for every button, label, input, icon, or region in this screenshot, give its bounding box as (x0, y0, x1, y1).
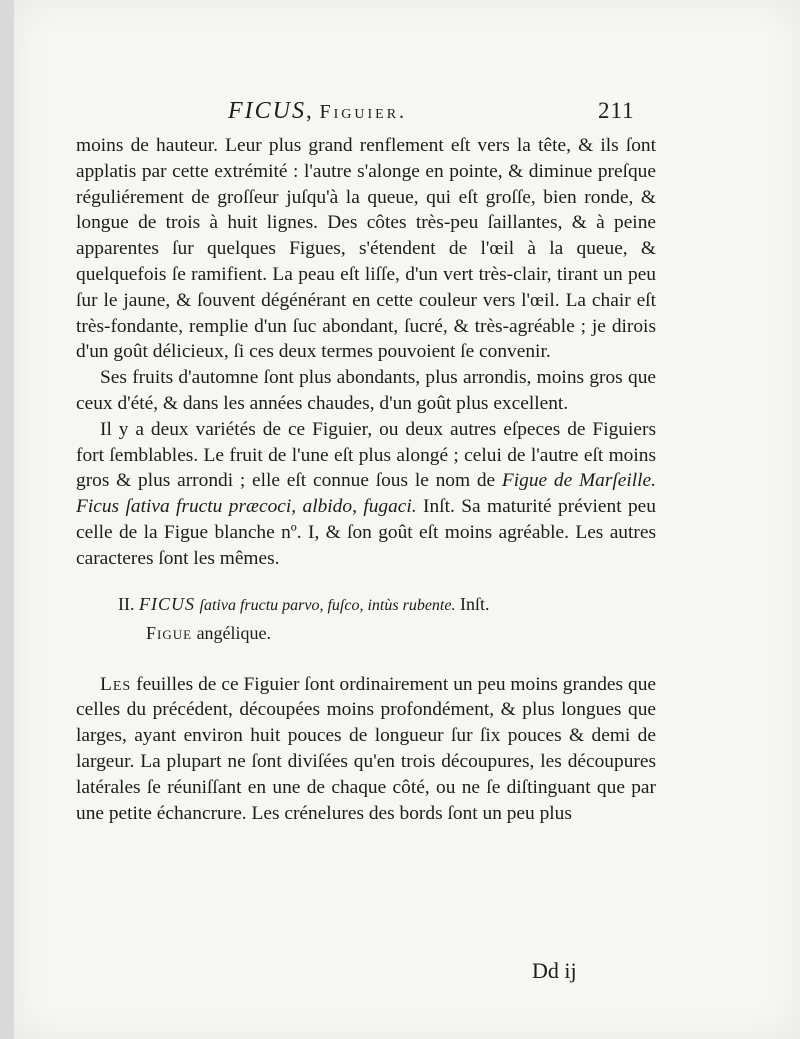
species-common-name (76, 620, 656, 646)
paragraph-3 (76, 417, 656, 572)
species-name: FICUS (139, 593, 195, 614)
species-source: Inſt. (459, 593, 490, 614)
species-number: II. (118, 593, 135, 614)
species-description: ſativa fructu parvo, fuſco, intùs rubente. (199, 596, 456, 614)
species-heading (76, 590, 656, 620)
paragraph-4-text: feuilles de ce Figuier ſont ordinairement un peu moins grandes que celles du précédent, découpées moins profondément, & plus longues que larges, ayant environ huit pouces de longueur ſur ſix pouces & demi de largeur. La plupart ne ſont diviſées qu'en trois découpures, les découpures latérales ſe réuniſſant en une de chaque côté, ou ne ſe diſtinguant que par une petite échancrure. Les crénelures des bords ſont un peu plus (76, 673, 656, 824)
common-name-rest: angélique. (196, 622, 272, 643)
running-header (228, 98, 648, 125)
paragraph-4-lead: Les (100, 673, 132, 695)
paragraph-3-part2: Inſt. Sa maturité prévient peu celle de la Figue blanche nº. I, & ſon goût eſt moins agréable. Les autres caracteres ſont les mêmes. (76, 496, 656, 569)
header-title: FICUS (228, 98, 306, 124)
paragraph-3-part1: Il y a deux variétés de ce Figuier, ou deux autres eſpeces de Figuiers fort ſemblables. Le fruit de l'une eſt plus alongé ; celui de l'autre eſt moins gros & plus arrondi ; elle eſt connue ſous le nom de (76, 418, 656, 492)
signature-mark: Dd ij (532, 958, 577, 983)
paragraph-3-italic: Figue de Marſeille. Ficus ſativa fructu præcoci, albido, fugaci. (76, 470, 657, 518)
paragraph-4 (76, 672, 656, 827)
header-separator: , (306, 98, 313, 123)
common-name-small-caps: Figue (146, 622, 193, 643)
paragraph-2: Ses fruits d'automne ſont plus abondants, plus arrondis, moins gros que ceux d'été, & dans les années chaudes, d'un goût plus excellent. (76, 367, 656, 414)
body-text (76, 133, 656, 826)
book-page (14, 0, 800, 1039)
page-number: 211 (598, 98, 635, 123)
header-subtitle: Figuier. (319, 101, 408, 123)
paragraph-1: moins de hauteur. Leur plus grand renflement eſt vers la tête, & ils ſont applatis par cette extrémité : l'autre s'alonge en pointe, & diminue preſque réguliérement de groſſeur juſqu'à la queue, qui eſt groſſe, bien ronde, & longue de trois à huit lignes. Des côtes très-peu ſaillantes, & à peine apparentes ſur quelques Figues, s'étendent de l'œil à la queue, & quelquefois ſe ramifient. La peau eſt liſſe, d'un vert très-clair, tirant un peu ſur le jaune, & ſouvent dégénérant en cette couleur vers l'œil. La chair eſt très-fondante, remplie d'un ſuc abondant, ſucré, & très-agréable ; je dirois d'un goût délicieux, ſi ces deux termes pouvoient ſe convenir. (76, 135, 656, 363)
